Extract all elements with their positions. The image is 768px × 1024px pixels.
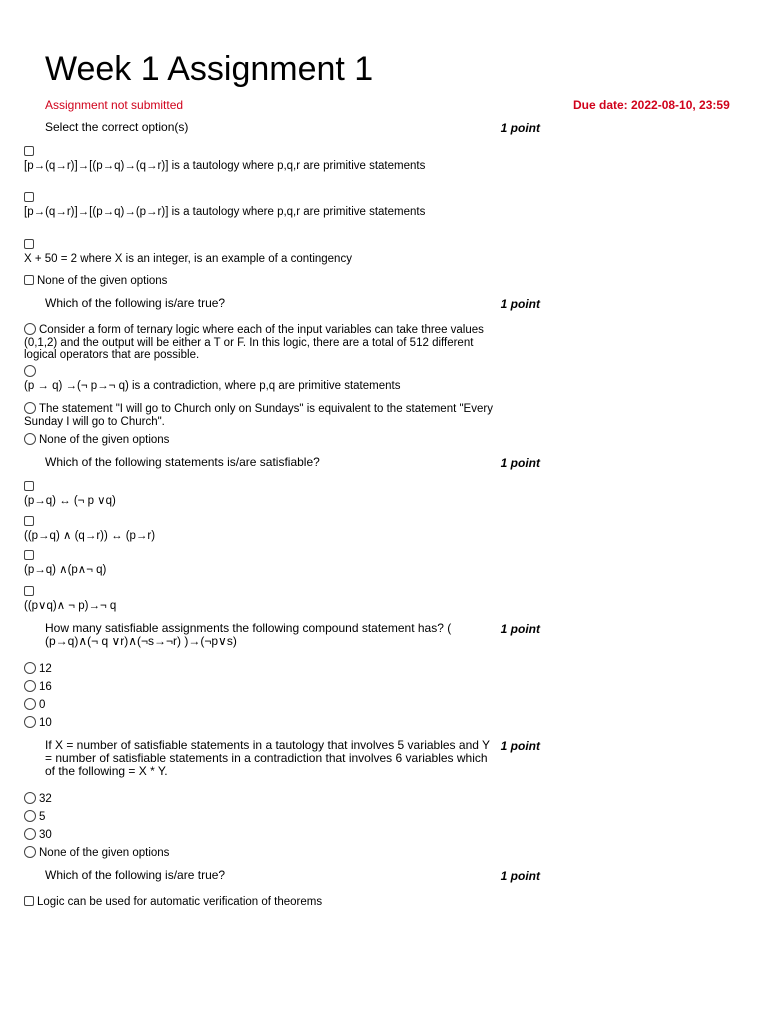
option-label: 30 — [39, 829, 52, 841]
option-label: 16 — [39, 681, 52, 693]
checkbox[interactable] — [24, 586, 34, 596]
page-title: Week 1 Assignment 1 — [45, 50, 374, 88]
option-label: Consider a form of ternary logic where each of the input variables can take three values (0,1,2) and the output will be either a T or F. In this logic, there are a total of 512 different logical operators that are possible. — [24, 324, 484, 361]
question-points: 1 point — [500, 739, 540, 753]
question-text: If X = number of satisfiable statements in a tautology that involves 5 variables and Y = number of satisfiable statements in a contradiction that involves 6 variables which of the following = X * Y. — [45, 738, 490, 778]
radio-button[interactable] — [24, 433, 36, 445]
question-text: How many satisfiable assignments the following compound statement has? ( (p→q)∧(¬ q ∨r)∧(¬s→¬r) )→(¬p∨s) — [45, 621, 452, 648]
submission-status: Assignment not submitted — [45, 98, 184, 112]
checkbox[interactable] — [24, 481, 34, 491]
option-label: [p→(q→r)]→[(p→q)→(p→r)] is a tautology where p,q,r are primitive statements — [24, 205, 426, 218]
question-text: Which of the following is/are true? — [45, 868, 226, 882]
option-label: Logic can be used for automatic verification of theorems — [37, 896, 323, 908]
option[interactable] — [24, 323, 486, 362]
checkbox[interactable] — [24, 146, 34, 156]
checkbox[interactable] — [24, 896, 34, 906]
option-label: [p→(q→r)]→[(p→q)→(q→r)] is a tautology where p,q,r are primitive statements — [24, 159, 426, 172]
option[interactable] — [24, 146, 494, 172]
question-points: 1 point — [500, 456, 540, 470]
option-label: (p → q) →(¬ p→¬ q) is a contradiction, where p,q are primitive statements — [24, 379, 401, 392]
option[interactable] — [24, 810, 494, 824]
option[interactable] — [24, 192, 494, 218]
question-text: Select the correct option(s) — [45, 120, 189, 134]
question-3 — [45, 456, 545, 469]
option[interactable] — [24, 828, 494, 842]
radio-button[interactable] — [24, 846, 36, 858]
option-label: (p→q) ∧(p∧¬ q) — [24, 563, 107, 576]
radio-button[interactable] — [24, 810, 36, 822]
option-label: 12 — [39, 663, 52, 675]
option-label: 32 — [39, 793, 52, 805]
option-label: None of the given options — [37, 275, 168, 287]
question-1 — [45, 121, 545, 134]
option[interactable] — [24, 275, 494, 288]
option[interactable] — [24, 716, 494, 730]
checkbox[interactable] — [24, 550, 34, 560]
option[interactable] — [24, 680, 494, 694]
radio-button[interactable] — [24, 402, 36, 414]
question-5 — [45, 739, 545, 778]
option-label: 10 — [39, 717, 52, 729]
question-points: 1 point — [500, 622, 540, 636]
option-label: (p→q) ↔ (¬ p ∨q) — [24, 494, 116, 507]
question-text: Which of the following is/are true? — [45, 296, 226, 310]
due-date: Due date: 2022-08-10, 23:59 — [573, 98, 730, 112]
option-label: 0 — [39, 699, 46, 711]
radio-button[interactable] — [24, 716, 36, 728]
checkbox[interactable] — [24, 275, 34, 285]
question-text: Which of the following statements is/are satisfiable? — [45, 455, 320, 469]
radio-button[interactable] — [24, 792, 36, 804]
option[interactable] — [24, 792, 494, 806]
option[interactable] — [24, 239, 494, 265]
question-6 — [45, 869, 545, 882]
radio-button[interactable] — [24, 365, 36, 377]
radio-button[interactable] — [24, 698, 36, 710]
question-points: 1 point — [500, 869, 540, 883]
question-points: 1 point — [500, 297, 540, 311]
option[interactable] — [24, 846, 494, 860]
checkbox[interactable] — [24, 239, 34, 249]
radio-button[interactable] — [24, 323, 36, 335]
radio-button[interactable] — [24, 828, 36, 840]
option-label: X + 50 = 2 where X is an integer, is an example of a contingency — [24, 252, 352, 265]
radio-button[interactable] — [24, 662, 36, 674]
option[interactable] — [24, 586, 494, 612]
option[interactable] — [24, 402, 494, 428]
checkbox[interactable] — [24, 516, 34, 526]
question-4 — [45, 622, 545, 648]
radio-button[interactable] — [24, 680, 36, 692]
question-points: 1 point — [500, 121, 540, 135]
option-label: The statement "I will go to Church only on Sundays" is equivalent to the statement "Every Sunday I will go to Church". — [24, 403, 493, 428]
checkbox[interactable] — [24, 192, 34, 202]
option-label: ((p→q) ∧ (q→r)) ↔ (p→r) — [24, 529, 156, 542]
option[interactable] — [24, 433, 494, 447]
option[interactable] — [24, 698, 494, 712]
option[interactable] — [24, 662, 494, 676]
option-label: None of the given options — [39, 434, 170, 446]
option[interactable] — [24, 516, 494, 542]
option-label: None of the given options — [39, 847, 170, 859]
option-label: 5 — [39, 811, 46, 823]
option-label: ((p∨q)∧ ¬ p)→¬ q — [24, 599, 117, 612]
option[interactable] — [24, 365, 494, 392]
option[interactable] — [24, 550, 494, 576]
option[interactable] — [24, 481, 494, 507]
question-2 — [45, 297, 545, 310]
option[interactable] — [24, 896, 494, 909]
